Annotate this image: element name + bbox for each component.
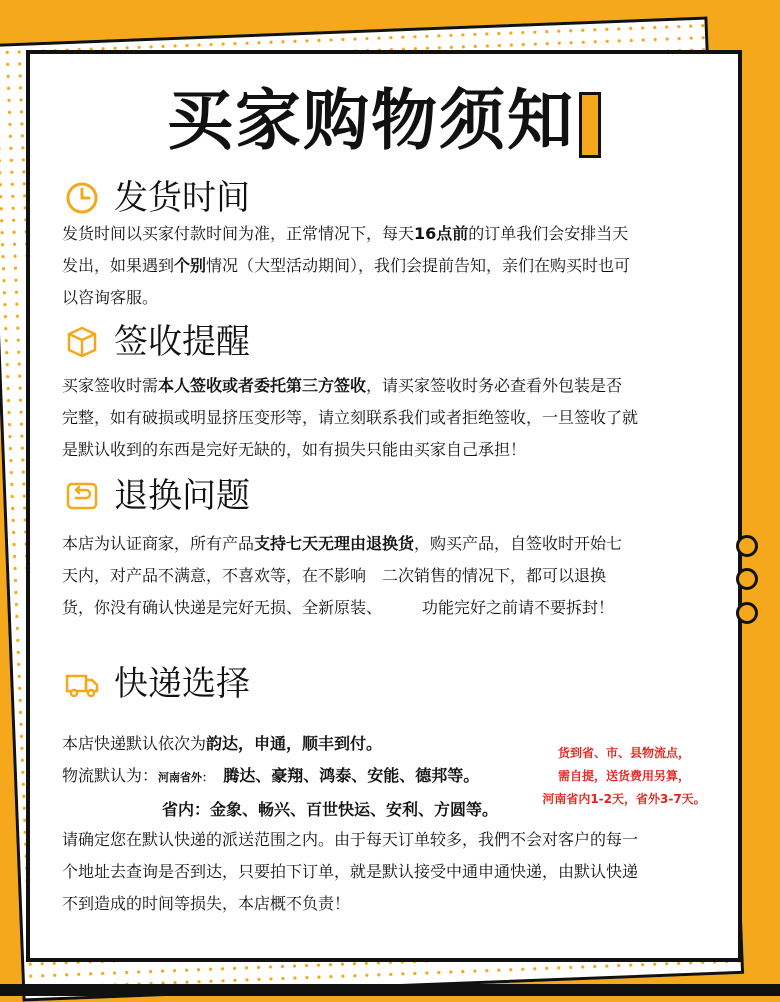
text-span: 货，你没有确认快递是完好无损、全新原装、 功能完好之前请不要拆封！ [62,598,615,617]
section-shipping-header [64,180,250,216]
note-line: 河南省内1-2天，省外3-7天。 [542,792,706,806]
page-title-text: 买家购物须知 [167,82,575,159]
section-courier-header [64,666,250,702]
section-title: 退换问题 [114,476,250,516]
text-span: 情况（大型活动期间），我们会提前告知，亲们在购买时也可 [206,256,631,275]
highlight-text: 16点前 [414,224,469,243]
return-icon [64,478,100,514]
text-span: 以咨询客服。 [62,288,159,307]
text-line [62,282,722,314]
highlight-text: 个别 [174,256,207,275]
bottom-strip [0,984,780,996]
text-line [62,794,542,826]
text-span: 的订单我们会安排当天 [468,224,629,243]
section-courier-body [62,824,722,920]
text-span: 本店快递默认依次为 [62,734,207,753]
text-span: 完整，如有破损或明显挤压变形等，请立刻联系我们或者拒绝签收，一旦签收了就 [62,408,639,427]
note-line: 货到省、市、县物流点， [557,746,690,760]
title-accent-bar [579,92,601,158]
text-line: 不到造成的时间等损失，本店概不负责！ [62,894,351,913]
section-title: 快递选择 [114,664,250,704]
text-line [62,592,722,624]
section-receipt-header [64,324,250,360]
text-span: 天内，对产品不满意，不喜欢等，在不影响 二次销售的情况下，都可以退换 [62,566,607,585]
delivery-note [524,742,724,811]
note-line: 需自提，送货费用另算， [557,769,690,783]
text-line [62,560,722,592]
text-span: 发货时间以买家付款时间为准，正常情况下，每天 [62,224,415,243]
inside-list: 金象、畅兴、百世快运、安利、方圆等。 [210,800,499,819]
text-span: ，请买家签收时务必查看外包装是否 [366,376,623,395]
package-icon [64,324,100,360]
text-line [62,218,722,250]
section-title: 签收提醒 [114,322,250,362]
text-line: 个地址去查询是否到达，只要拍下订单，就是默认接受中通申通快递，由默认快递 [62,862,639,881]
text-line [62,370,722,402]
text-line [62,728,542,760]
logistics-label: 物流默认为： [62,766,159,785]
clock-icon [64,180,100,216]
section-courier-defaults [62,728,542,826]
page-title [30,82,738,159]
outside-label: 河南省外： [158,771,214,784]
truck-icon [64,666,100,702]
text-span: 本店为认证商家，所有产品 [62,534,255,553]
outside-list: 腾达、豪翔、鸿泰、安能、德邦等。 [223,766,480,785]
section-receipt-body [62,370,722,466]
text-span: 买家签收时需 [62,376,159,395]
binder-ring [736,535,758,557]
section-shipping-body [62,218,722,314]
text-line [62,402,722,434]
text-line [62,760,542,794]
notice-card [26,50,742,962]
section-title: 发货时间 [114,178,250,218]
text-line [62,250,722,282]
text-span: ，购买产品，自签收时开始七 [414,534,623,553]
binder-ring [736,602,758,624]
highlight-text: 韵达，申通，顺丰到付。 [206,734,383,753]
text-line [62,528,722,560]
binder-ring [736,568,758,590]
section-return-header [64,478,250,514]
highlight-text: 本人签收或者委托第三方签收 [158,376,367,395]
text-line [62,434,722,466]
text-span: 是默认收到的东西是完好无缺的，如有损失只能由买家自己承担！ [62,440,527,459]
highlight-text: 支持七天无理由退换货 [254,534,415,553]
inside-label: 省内： [162,800,211,819]
text-span: 发出，如果遇到 [62,256,175,275]
text-line: 请确定您在默认快递的派送范围之内。由于每天订单较多，我們不会对客户的每一 [62,830,639,849]
section-return-body [62,528,722,624]
